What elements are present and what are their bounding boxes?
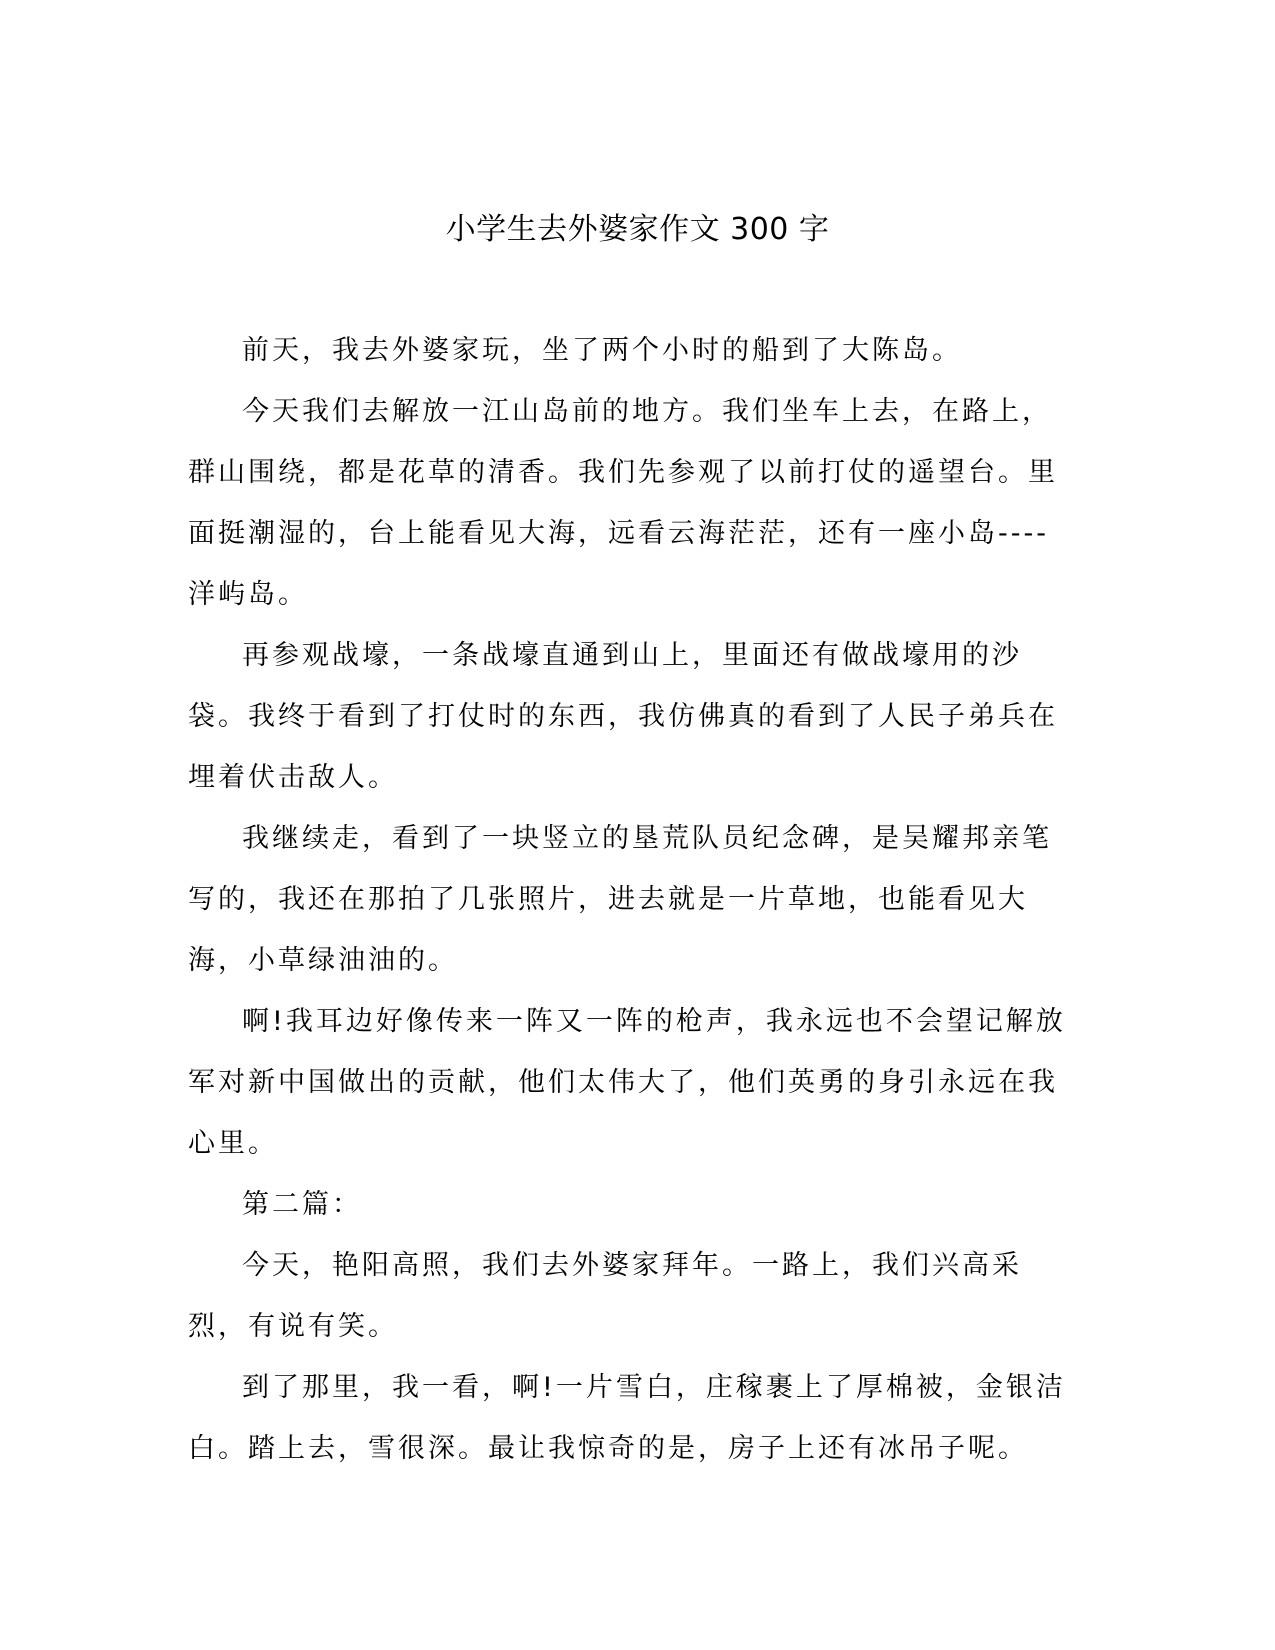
paragraph-6: 今天，艳阳高照，我们去外婆家拜年。一路上，我们兴高采烈，有说有笑。: [188, 1250, 1022, 1342]
paragraph-5: 啊!我耳边好像传来一阵又一阵的枪声，我永远也不会望记解放军对新中国做出的贡献，他们太伟大了，他们英勇的身引永远在我心里。: [188, 1006, 1066, 1159]
document-body: [188, 320, 1068, 1479]
paragraph-1: 前天，我去外婆家玩，坐了两个小时的船到了大陈岛。: [242, 335, 962, 366]
paragraph-2: 今天我们去解放一江山岛前的地方。我们坐车上去，在路上，群山围绕，都是花草的清香。我们先参观了以前打仗的遥望台。里面挺潮湿的，台上能看见大海，远看云海茫茫，还有一座小岛----洋屿岛。: [188, 396, 1058, 610]
document-title: 小学生去外婆家作文 300 字: [445, 212, 830, 247]
section-heading-second: 第二篇：: [242, 1189, 362, 1220]
paragraph-7: 到了那里，我一看，啊!一片雪白，庄稼裹上了厚棉被，金银洁白。踏上去，雪很深。最让我惊奇的是，房子上还有冰吊子呢。: [188, 1372, 1066, 1464]
paragraph-4: 我继续走，看到了一块竖立的垦荒队员纪念碑，是吴耀邦亲笔写的，我还在那拍了几张照片，进去就是一片草地，也能看见大海，小草绿油油的。: [188, 823, 1052, 976]
paragraph-3: 再参观战壕，一条战壕直通到山上，里面还有做战壕用的沙袋。我终于看到了打仗时的东西，我仿佛真的看到了人民子弟兵在埋着伏击敌人。: [188, 640, 1058, 793]
